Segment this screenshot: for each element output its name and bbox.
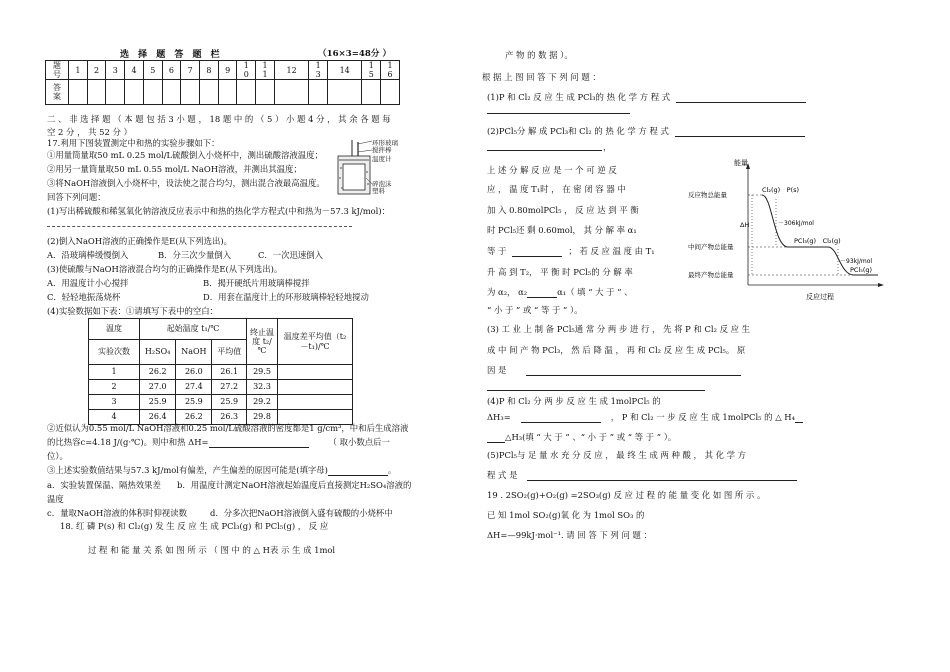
data-table-cell: 4 (89, 410, 140, 425)
data-table-cell: 1 (89, 365, 140, 380)
r9-text-b: ； 若 反 应 温 度 由 T₁ (568, 246, 655, 256)
energy-label-reactant: 反应物总能量 (688, 191, 727, 199)
q17-4b-text-2: （ 取小数点后一 (328, 437, 390, 447)
data-table-cell: 2 (89, 380, 140, 395)
answer-table-number-text: 1 (387, 61, 393, 70)
data-table-cell: 25.9 (176, 395, 212, 410)
data-table-cell: 26.2 (140, 365, 176, 380)
data-table-row (89, 395, 353, 410)
answer-table-number-text: 3 (315, 70, 321, 80)
energy-dh1-value: －306kJ/mol (778, 220, 814, 227)
answer-table-number (362, 61, 381, 80)
answer-table-number (87, 61, 106, 80)
answer-table-header-number (46, 61, 69, 80)
answer-table-number-text: 2 (94, 65, 100, 75)
section2-title: 二 、 非 选 择 题 （ 本 题 包 括 3 小 题 ， 18 题 中 的 （ 5 ） 小 题 4 分 ， 其 余 各 题 每 空 2 分 ， 共 52 分 ） (47, 114, 391, 137)
th-temp-diff: 温度差平均值（t₂－t₁)/℃ (278, 319, 353, 365)
answer-cell[interactable] (106, 80, 125, 105)
data-table-cell: 25.9 (212, 395, 247, 410)
answer-table-number-text: 3 (112, 65, 118, 75)
th-run: 实验次数 (89, 340, 140, 365)
answer-table-number-text: 4 (131, 65, 137, 75)
q17-4b-line3: 位）。 (47, 451, 68, 461)
apparatus-label-foam2: 塑料 (372, 187, 385, 195)
answer-cell[interactable] (69, 80, 88, 105)
r-line-14: 成 中 间 产 物 PCl₃， 然 后 降 温 ， 再 和 Cl₂ 反 应 生 成 PCl₅。 原 (487, 345, 746, 355)
answer-table-header-number-text: 题 (53, 61, 61, 70)
apparatus-label-ring1: 环形玻璃 (372, 139, 398, 147)
answer-table-number-text: 1 (243, 61, 249, 70)
energy-label-product: 最终产物总能量 (688, 271, 734, 279)
r-line-23: ΔH=—99kJ·mol⁻¹. 请 回 答 下 列 问 题 ： (487, 530, 652, 540)
q17-4c-opt-a: a．实验装置保温、隔热效果差 (47, 480, 161, 490)
r-line-20 (487, 471, 797, 481)
r11-text-b: α₁（ 填 “ 大 于 ” 、 (557, 287, 633, 297)
r17-blank[interactable] (521, 422, 601, 423)
energy-dh-label: ΔH (740, 221, 750, 229)
r-line-6: 应 ， 温 度 T₁时 ， 在 密 闭 容 器 中 (487, 184, 626, 194)
q17-4: (4)实验数据如下表：①请填写下表中的空白： (47, 306, 218, 316)
th-naoh: NaOH (176, 340, 212, 365)
r17-text-b: ， P 和 Cl₂ 一 步 反 应 生 成 1molPCl₅ 的 △ H₄ (610, 412, 795, 422)
q17-3-opt-b: B．揭开硬纸片用玻璃棒搅拌 (203, 278, 310, 288)
data-table-cell: 26.3 (212, 410, 247, 425)
data-table-cell: 29.5 (247, 365, 278, 380)
data-table-row (89, 365, 353, 380)
r-line-10: 升 高 到 T₂， 平 衡 时 PCl₅的 分 解 率 (487, 267, 633, 277)
q17-4c-opt-b2: 温度 (47, 494, 64, 504)
apparatus-label-thermo: 温度计 (372, 155, 392, 163)
r-line-9 (487, 247, 655, 257)
energy-x-axis-label: 反应过程 (806, 293, 834, 301)
answer-table-number-text: 9 (225, 65, 231, 75)
q17-4b-line2 (47, 438, 390, 448)
r-line-13: (3) 工 业 上 制 备 PCl₅通 常 分 两 步 进 行 ， 先 将 P 和 Cl₂ 反 应 生 (487, 324, 751, 334)
apparatus-label-ring2: 搅拌棒 (372, 146, 392, 154)
r-line-22: 已 知 1mol SO₂(g)氧 化 为 1mol SO₃ 的 (487, 510, 645, 520)
answer-cell[interactable] (218, 80, 237, 105)
q17-3-opt-a: A．用温度计小心搅拌 (47, 278, 129, 288)
r-line-21: 19 . 2SO₂(g)+O₂(g) =2SO₃(g) 反 应 过 程 的 能 量 变 化 如 图 所 示 。 (487, 490, 766, 500)
th-end-temp: 终止温度 t₂/℃ (247, 319, 278, 365)
answer-cell[interactable] (328, 80, 362, 105)
q17-4c-opt-d: d．分多次把NaOH溶液倒入盛有硫酸的小烧杯中 (210, 508, 393, 518)
q17-step-1: ①用量筒量取50 mL 0.25 mol/L硫酸倒入小烧杯中，测出硫酸溶液温度； (47, 150, 323, 160)
answer-table-number-text: 8 (206, 65, 212, 75)
r-line-16: (4)P 和 Cl₂ 分 两 步 反 应 生 成 1molPCl₅ 的 (487, 396, 661, 406)
answer-table-number-text: 6 (168, 65, 174, 75)
data-table-cell: 26.4 (140, 410, 176, 425)
answer-table-header-answer (46, 80, 69, 105)
data-table-cell: 26.1 (212, 365, 247, 380)
q17-4c-opt-c: c．量取NaOH溶液的体积时仰视读数 (47, 508, 188, 518)
answer-table (45, 60, 400, 105)
q17-3: (3)使硫酸与NaOH溶液混合均匀的正确操作是E(从下列选出)。 (47, 264, 283, 274)
answer-cell[interactable] (162, 80, 181, 105)
apparatus-label-foam1: 碎泡沫 (372, 180, 392, 188)
data-table-cell: 26.2 (176, 410, 212, 425)
th-start-temp: 起始温度 t₁/℃ (140, 319, 247, 340)
answer-cell[interactable] (256, 80, 275, 105)
answer-cell[interactable] (309, 80, 328, 105)
answer-table-number-text: 1 (75, 65, 81, 75)
r-line-15-blank-2[interactable] (487, 390, 705, 391)
data-table-cell: 27.0 (140, 380, 176, 395)
r9-blank[interactable] (512, 256, 562, 257)
answer-table-number-text: 7 (187, 65, 193, 75)
r-line-12: “ 小 于 ” 或 “ 等 于 ” ）。 (487, 305, 583, 315)
r15-text: 因 是 (487, 365, 507, 375)
q18-line2: 过 程 和 能 量 关 系 如 图 所 示 （ 图 中 的 △ H表 示 生 成 1mol (88, 545, 336, 555)
answer-cell[interactable] (274, 80, 308, 105)
r-line-15 (487, 366, 741, 376)
r-q2-blank[interactable] (675, 136, 805, 137)
answer-table-number-text: 6 (387, 70, 393, 80)
q17-step-2: ②用另一量筒量取50 mL 0.55 mol/L NaOH溶液，并测出其温度； (47, 164, 302, 174)
r-line-2: 根 据 上 图 回 答 下 列 问 题 ： (482, 72, 601, 82)
answer-cell[interactable] (125, 80, 144, 105)
q17-4b-blank[interactable] (209, 447, 309, 448)
experiment-data-table (88, 318, 353, 425)
q17-4c-blank[interactable] (328, 475, 388, 476)
answer-table-header-number-text: 号 (53, 70, 61, 80)
q17-4c-opt-b: b．用温度计测定NaOH溶液起始温度后直接测定H₂SO₄溶液的 (177, 480, 412, 490)
th-temp: 温度 (89, 319, 140, 340)
r-q1-blank[interactable] (676, 102, 806, 103)
answer-table-number-text: 1 (262, 70, 268, 80)
r18-text: △H₃(填 “ 大 于 ” 、“ 小 于 ” 或 “ 等 于 ” ）。 (505, 432, 677, 442)
answer-table-header-answer-text: 案 (53, 92, 61, 102)
energy-y-axis-label: 能量 (734, 159, 748, 167)
q17-4b-text: 的比热容c=4.18 J/(g·℃)。则中和热 ΔH= (47, 437, 209, 447)
answer-table-number (274, 61, 308, 80)
r-q1-blank-2[interactable] (487, 113, 630, 114)
answer-table-number (200, 61, 219, 80)
answer-cell[interactable] (143, 80, 162, 105)
energy-diagram (688, 157, 888, 305)
answer-table-number (218, 61, 237, 80)
answer-table-number-text: 1 (315, 61, 321, 70)
answer-table-number (381, 61, 400, 80)
answer-table-number (309, 61, 328, 80)
q17-3-opt-c: C．轻轻地振荡烧杯 (47, 292, 121, 302)
q17-4c: ③上述实验数值结果与57.3 kJ/mol有偏差，产生偏差的原因可能是(填字母) 。 (47, 465, 397, 475)
header-title: 选 择 题 答 题 栏 (120, 50, 223, 60)
answer-table-number (328, 61, 362, 80)
data-table-cell: 27.2 (212, 380, 247, 395)
answer-table-number-text: 5 (368, 70, 374, 80)
r-line-19: (5)PCl₅与 足 量 水 充 分 反 应 ， 最 终 生 成 两 种 酸 ， 其 化 学 方 (487, 450, 747, 460)
data-table-row (89, 380, 353, 395)
answer-table-number-text: 12 (286, 65, 297, 75)
r-q1-text: (1)P 和 Cl₂ 反 应 生 成 PCl₃的 热 化 学 方 程 式 (487, 92, 671, 102)
answer-cell[interactable] (87, 80, 106, 105)
r-line-1: 产 物 的 数 据 ）。 (505, 50, 573, 60)
r-line-17 (487, 413, 803, 423)
answer-table-number (106, 61, 125, 80)
answer-table-number-text: 5 (150, 65, 156, 75)
answer-cell[interactable] (381, 80, 400, 105)
q17-2-opt-c: C．一次迅速倒入 (258, 250, 324, 260)
r18-blank[interactable] (487, 442, 505, 443)
r15-blank[interactable] (526, 375, 741, 376)
r-q2 (487, 127, 805, 137)
q18-line1: 18. 红 磷 P(s) 和 Cl₂(g) 发 生 反 应 生 成 PCl₃(g) 和 PCl₅(g) ， 反 应 (60, 521, 329, 531)
r-q1 (487, 93, 806, 103)
q17-4b-line1: ②近似认为0.55 mol/L NaOH溶液和0.25 mol/L硫酸溶液的密度都是1 g/cm³，中和后生成溶液 (47, 423, 409, 433)
r-line-18 (487, 433, 676, 443)
q17-2: (2)倒入NaOH溶液的正确操作是E(从下列选出)。 (47, 236, 233, 246)
answer-table-number (69, 61, 88, 80)
r-line-11 (487, 288, 633, 298)
temp-diff-blank-cell[interactable] (278, 365, 353, 380)
r17-text-a: ΔH₃= (487, 412, 511, 422)
answer-cell[interactable] (362, 80, 381, 105)
energy-species-reactant: Cl₂(g) P(s) (762, 186, 800, 194)
answer-table-number (162, 61, 181, 80)
r17-blank-2[interactable] (795, 422, 803, 423)
answer-table-number (143, 61, 162, 80)
answer-table-header-answer-text: 答 (53, 83, 61, 93)
temp-diff-blank-cell[interactable] (278, 395, 353, 410)
energy-label-mid: 中间产物总能量 (688, 243, 734, 251)
answer-table-number-text: 14 (339, 65, 350, 75)
answer-cell[interactable] (181, 80, 200, 105)
r9-text-a: 等 于 (487, 246, 507, 256)
r11-text-a: 为 α₂， α₂ (487, 287, 528, 297)
q17-2-opt-a: A．沿玻璃棒缓慢倒入 (47, 250, 129, 260)
data-table-cell: 3 (89, 395, 140, 410)
answer-table-number (256, 61, 275, 80)
q17-4c-text: ③上述实验数值结果与57.3 kJ/mol有偏差，产生偏差的原因可能是(填字母) (47, 465, 328, 475)
answer-table-number (237, 61, 256, 80)
data-table-cell: 26.0 (176, 365, 212, 380)
header-score: （16×3=48分 ） (318, 49, 392, 59)
data-table-cell: 25.9 (140, 395, 176, 410)
q17-intro: 17.利用下图装置测定中和热的实验步骤如下： (47, 138, 220, 148)
r20-blank[interactable] (527, 480, 797, 481)
temp-diff-blank-cell[interactable] (278, 380, 353, 395)
r-line-7: 加 入 0.80molPCl₅ ， 反 应 达 到 平 衡 (487, 205, 639, 215)
data-table-cell: 29.8 (247, 410, 278, 425)
answer-cell[interactable] (200, 80, 219, 105)
answer-table-number (181, 61, 200, 80)
data-table-cell: 27.4 (176, 380, 212, 395)
r-q2-text: (2)PCl₅分 解 成 PCl₃和 Cl₂ 的 热 化 学 方 程 式 (487, 126, 669, 136)
energy-dh2-value: －93kJ/mol (840, 258, 873, 265)
q17-prompt: 回答下列问题： (47, 192, 106, 202)
data-table-cell: 29.2 (247, 395, 278, 410)
r-q2-blank-2[interactable] (487, 150, 602, 151)
answer-table-number-text: 0 (243, 70, 249, 80)
r-line-8: 时 PCl₅还 剩 0.60mol， 其 分 解 率 α₁ (487, 225, 637, 235)
answer-table-number (125, 61, 144, 80)
q17-2-opt-b: B．分三次少量倒入 (158, 250, 232, 260)
r-line-5: 上 述 分 解 反 应 是 一 个 可 逆 反 (487, 165, 617, 175)
q17-1: (1)写出稀硫酸和稀氢氧化钠溶液反应表示中和热的热化学方程式(中和热为－57.3 kJ/mol)： (47, 206, 390, 216)
answer-table-number-text: 1 (262, 61, 268, 70)
q17-3-opt-d: D．用套在温度计上的环形玻璃棒轻轻地搅动 (203, 292, 369, 302)
answer-cell[interactable] (237, 80, 256, 105)
r-q2-comma: ， (603, 142, 612, 152)
th-h2so4: H₂SO₄ (140, 340, 176, 365)
energy-species-product: PCl₅(g) (850, 266, 873, 274)
answer-table-number-text: 1 (368, 61, 374, 70)
q17-1-answer-line[interactable] (47, 226, 352, 227)
data-table-cell: 32.3 (247, 380, 278, 395)
r20-text: 程 式 是 (487, 470, 518, 480)
energy-species-mid: PCl₃(g) Cl₂(g) (794, 237, 841, 245)
th-avg: 平均值 (212, 340, 247, 365)
q17-step-3: ③将NaOH溶液倒入小烧杯中，设法使之混合均匀，测出混合液最高温度。 (47, 178, 325, 188)
r11-blank[interactable] (527, 297, 557, 298)
